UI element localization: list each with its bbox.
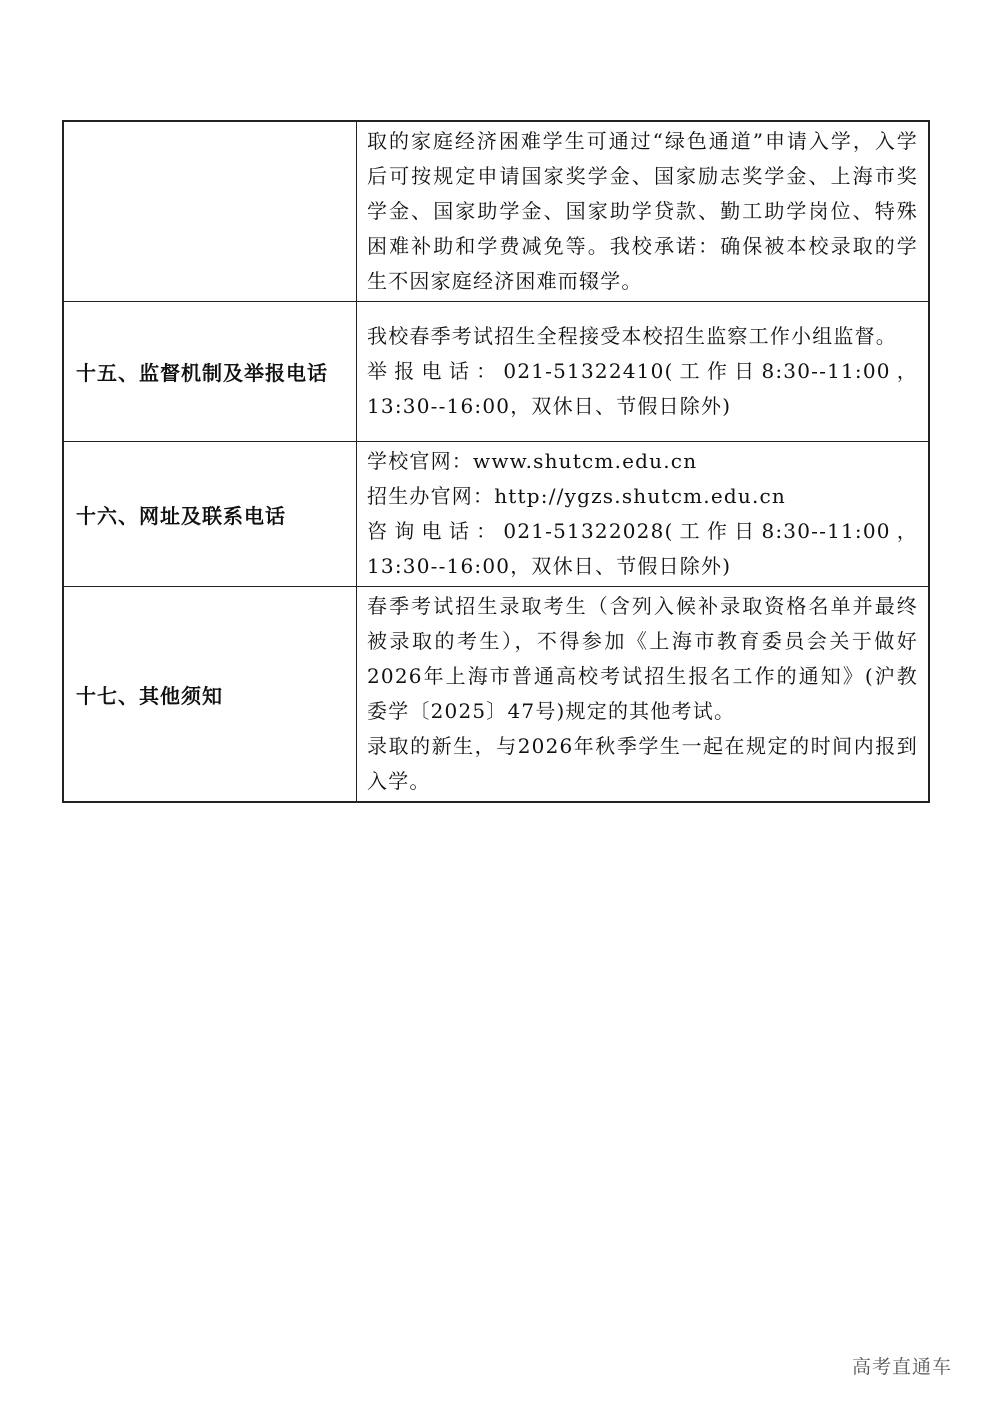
row-paragraph: 春季考试招生录取考生（含列入候补录取资格名单并最终被录取的考生），不得参加《上海市教育委员会关于做好2026年上海市普通高校考试招生报名工作的通知》(沪教委学〔2025〕47号)规定的其他考试。	[367, 594, 918, 723]
table-row	[63, 121, 929, 302]
row-paragraph: 招生办官网：http://ygzs.shutcm.edu.cn	[367, 484, 786, 508]
row-label: 十五、监督机制及举报电话	[76, 361, 328, 385]
row-paragraph: 录取的新生，与2026年秋季学生一起在规定的时间内报到入学。	[367, 734, 918, 793]
table-row	[63, 442, 929, 587]
table-row	[63, 302, 929, 442]
row-content-cell	[357, 302, 930, 442]
row-paragraph: 举报电话：021-51322410(工作日8:30--11:00，13:30--16:00，双休日、节假日除外)	[367, 359, 918, 418]
row-paragraph: 咨询电话：021-51322028(工作日8:30--11:00，13:30--16:00，双休日、节假日除外)	[367, 519, 918, 578]
row-content-cell	[357, 121, 930, 302]
row-paragraph: 我校春季考试招生全程接受本校招生监察工作小组监督。	[367, 324, 897, 348]
row-label: 十六、网址及联系电话	[76, 503, 286, 528]
row-label: 十七、其他须知	[76, 683, 223, 708]
watermark: 高考直通车	[852, 1356, 953, 1378]
row-label-cell	[63, 442, 357, 587]
row-content-cell	[357, 587, 930, 803]
row-content-cell	[357, 442, 930, 587]
admission-info-table	[62, 120, 930, 803]
row-label-cell	[63, 121, 357, 302]
row-label-cell	[63, 302, 357, 442]
row-paragraph: 取的家庭经济困难学生可通过“绿色通道”申请入学，入学后可按规定申请国家奖学金、国家励志奖学金、上海市奖学金、国家助学金、国家助学贷款、勤工助学岗位、特殊困难补助和学费减免等。我校承诺：确保被本校录取的学生不因家庭经济困难而辍学。	[367, 129, 918, 293]
table-row	[63, 587, 929, 803]
row-label-cell	[63, 587, 357, 803]
row-paragraph: 学校官网：www.shutcm.edu.cn	[367, 449, 698, 473]
